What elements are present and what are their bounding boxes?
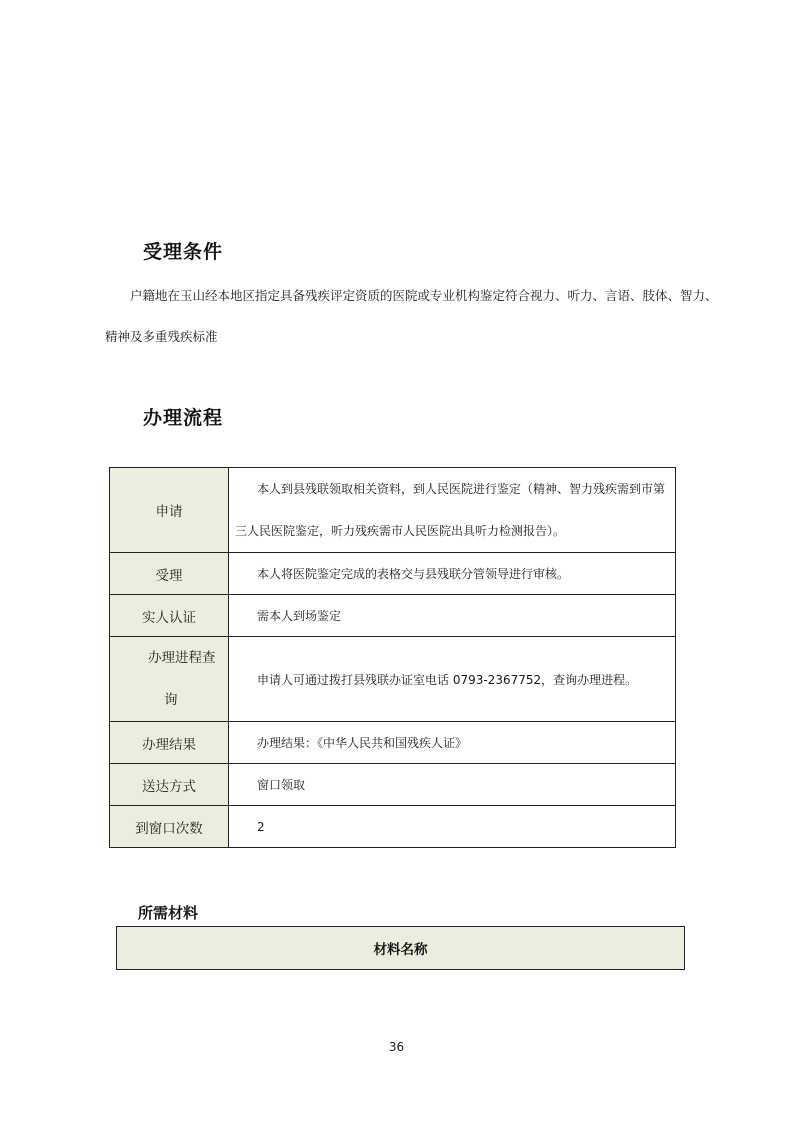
row-label — [110, 637, 229, 722]
materials-heading: 所需材料 — [138, 904, 199, 922]
table-row — [110, 722, 676, 764]
row-value: 申请人可通过拨打县残联办证室电话 0793-2367752，查询办理进程。 — [229, 637, 676, 722]
process-heading: 办理流程 — [143, 407, 224, 429]
row-value: 本人将医院鉴定完成的表格交与县残联分管领导进行审核。 — [229, 553, 676, 595]
table-row — [110, 553, 676, 595]
materials-column-header: 材料名称 — [373, 942, 428, 958]
row-label: 实人认证 — [110, 595, 229, 637]
row-value: 窗口领取 — [229, 764, 676, 806]
row-value — [229, 468, 676, 553]
row-label: 办理结果 — [110, 722, 229, 764]
row-value-line2: 三人民医院鉴定，听力残疾需市人民医院出具听力检测报告）。 — [235, 524, 566, 538]
conditions-text-line2: 精神及多重残疾标准 — [105, 329, 218, 344]
row-label-line1: 办理进程查 — [148, 650, 216, 666]
page-number: 36 — [388, 1040, 405, 1054]
conditions-heading: 受理条件 — [143, 241, 224, 263]
row-label: 送达方式 — [110, 764, 229, 806]
table-row — [110, 468, 676, 553]
row-label-line2: 询 — [164, 692, 178, 708]
row-label: 受理 — [110, 553, 229, 595]
conditions-text-line1: 户籍地在玉山经本地区指定具备残疾评定资质的医院或专业机构鉴定符合视力、听力、言语、肢体、智力、 — [130, 288, 718, 303]
table-row — [110, 595, 676, 637]
materials-table-header — [116, 926, 685, 970]
row-value: 2 — [229, 806, 676, 848]
table-row — [110, 806, 676, 848]
row-label: 申请 — [110, 468, 229, 553]
table-row — [110, 764, 676, 806]
row-value: 办理结果：《中华人民共和国残疾人证》 — [229, 722, 676, 764]
table-row — [110, 637, 676, 722]
row-value: 需本人到场鉴定 — [229, 595, 676, 637]
row-label: 到窗口次数 — [110, 806, 229, 848]
row-value-line1: 本人到县残联领取相关资料，到人民医院进行鉴定（精神、智力残疾需到市第 — [257, 482, 666, 496]
process-table — [109, 467, 676, 848]
